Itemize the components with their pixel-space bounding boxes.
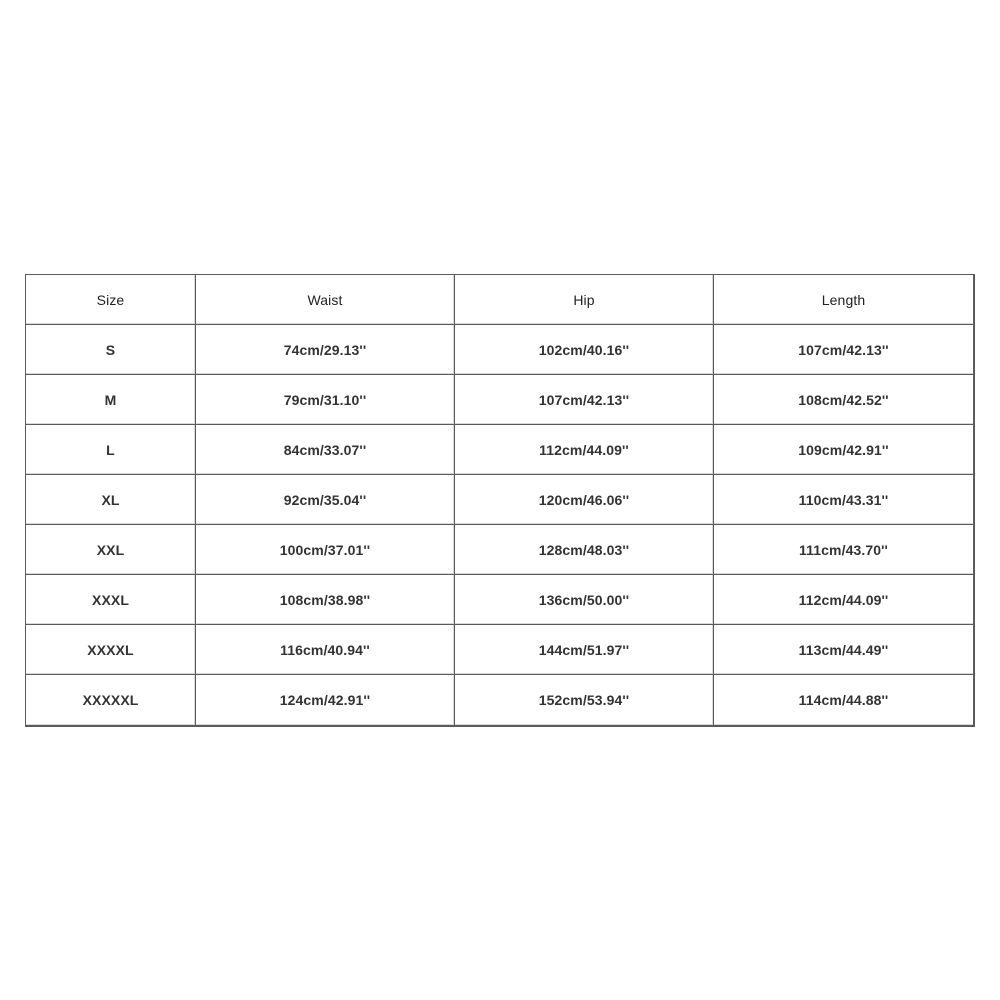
cell-size: XXXXL [26, 625, 196, 675]
header-waist: Waist [196, 275, 455, 325]
cell-hip: 107cm/42.13'' [455, 375, 714, 425]
cell-length: 111cm/43.70'' [714, 525, 973, 575]
cell-hip: 120cm/46.06'' [455, 475, 714, 525]
cell-waist: 74cm/29.13'' [196, 325, 455, 375]
cell-length: 113cm/44.49'' [714, 625, 973, 675]
table-header [26, 275, 973, 325]
table-body [26, 325, 973, 725]
table-row [26, 325, 973, 375]
cell-size: XXXL [26, 575, 196, 625]
table-row [26, 675, 973, 725]
header-size: Size [26, 275, 196, 325]
cell-size: L [26, 425, 196, 475]
cell-size: XXL [26, 525, 196, 575]
cell-waist: 79cm/31.10'' [196, 375, 455, 425]
cell-hip: 144cm/51.97'' [455, 625, 714, 675]
cell-size: XXXXXL [26, 675, 196, 725]
cell-hip: 102cm/40.16'' [455, 325, 714, 375]
cell-length: 109cm/42.91'' [714, 425, 973, 475]
cell-waist: 116cm/40.94'' [196, 625, 455, 675]
cell-length: 114cm/44.88'' [714, 675, 973, 725]
cell-hip: 128cm/48.03'' [455, 525, 714, 575]
header-length: Length [714, 275, 973, 325]
header-row [26, 275, 973, 325]
cell-waist: 124cm/42.91'' [196, 675, 455, 725]
cell-waist: 84cm/33.07'' [196, 425, 455, 475]
cell-length: 108cm/42.52'' [714, 375, 973, 425]
cell-hip: 152cm/53.94'' [455, 675, 714, 725]
size-chart-table [25, 274, 975, 727]
cell-length: 110cm/43.31'' [714, 475, 973, 525]
table-row [26, 475, 973, 525]
cell-length: 112cm/44.09'' [714, 575, 973, 625]
table-row [26, 575, 973, 625]
table-row [26, 625, 973, 675]
cell-waist: 100cm/37.01'' [196, 525, 455, 575]
cell-size: M [26, 375, 196, 425]
cell-size: S [26, 325, 196, 375]
cell-hip: 136cm/50.00'' [455, 575, 714, 625]
cell-waist: 92cm/35.04'' [196, 475, 455, 525]
cell-size: XL [26, 475, 196, 525]
cell-waist: 108cm/38.98'' [196, 575, 455, 625]
header-hip: Hip [455, 275, 714, 325]
cell-hip: 112cm/44.09'' [455, 425, 714, 475]
table-row [26, 525, 973, 575]
cell-length: 107cm/42.13'' [714, 325, 973, 375]
table-row [26, 425, 973, 475]
table-row [26, 375, 973, 425]
